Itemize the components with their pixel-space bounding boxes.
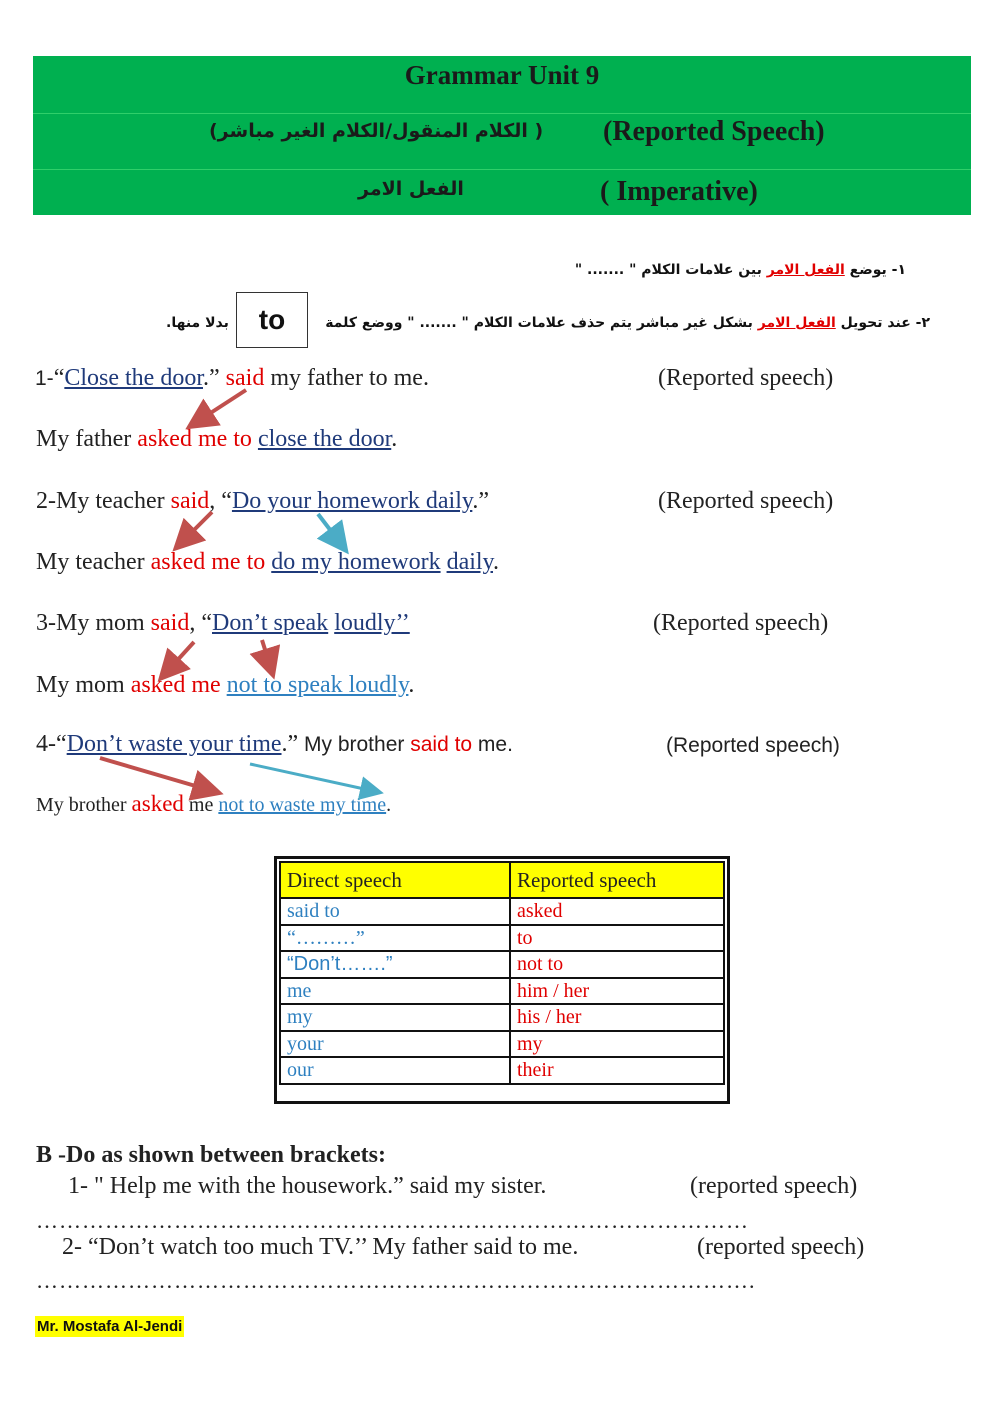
page-title: Grammar Unit 9 [404, 60, 600, 90]
table-cell-reported: not to [510, 951, 724, 978]
example-4-number: 4-“ [36, 731, 67, 757]
example-1-number: 1- [35, 367, 54, 390]
table-cell-direct: your [280, 1031, 510, 1058]
table-cell-reported: my [510, 1031, 724, 1058]
example-4-verb: not to waste my time [218, 794, 387, 816]
example-3-subject: 3-My mom [36, 610, 151, 636]
quote-close: .” [203, 365, 226, 391]
quote-close: .” [281, 731, 299, 757]
quote-open: “ [53, 365, 65, 391]
example-4-tag: (Reported speech) [666, 734, 840, 757]
table-row [280, 925, 724, 952]
arrow-6 [100, 758, 216, 792]
example-4-me: me [183, 794, 219, 816]
arrow-3 [318, 514, 344, 548]
example-2-tag: (Reported speech) [658, 488, 834, 514]
table-header-reported: Reported speech [510, 862, 724, 898]
example-1-asked: asked me to [137, 426, 252, 452]
example-3-quote-2: loudly’’ [334, 610, 410, 636]
example-2-verb: do my homework [271, 549, 441, 575]
example-1-rest: my father to me. [264, 365, 429, 391]
table-cell-direct: my [280, 1004, 510, 1031]
example-3-said: said [150, 610, 190, 636]
arrow-5 [262, 640, 272, 672]
example-1-subject: My father [36, 426, 138, 452]
example-2-rsubject: My teacher [36, 549, 151, 575]
example-4-quote: Don’t waste your time [66, 731, 282, 757]
example-4-asked: asked [131, 791, 184, 816]
arrow-1 [192, 390, 246, 425]
rule-1-highlight: الفعل الامر [766, 262, 845, 278]
table-cell-direct: me [280, 978, 510, 1005]
table-cell-reported: asked [510, 898, 724, 925]
period: . [391, 426, 398, 452]
rule-2-text: بشكل غير مباشر يتم حذف علامات الكلام " ....... " ووضع كلمة [325, 315, 758, 331]
question-2-tag: (reported speech) [697, 1234, 865, 1260]
author-signature: Mr. Mostafa Al-Jendi [37, 1318, 183, 1335]
table-header-direct: Direct speech [280, 862, 510, 898]
topic-arabic: ( الكلام المنقول/الكلام الغير مباشر) [209, 120, 544, 142]
example-4-subject: My brother [298, 733, 411, 756]
period: . [386, 794, 392, 816]
example-1-tag: (Reported speech) [658, 365, 834, 391]
subtopic-arabic: الفعل الامر [358, 178, 464, 200]
example-2-said: said [170, 488, 210, 514]
question-2: 2- “Don’t watch too much TV.’’ My father said to me. [62, 1234, 579, 1260]
rule-2-number: ٢- عند تحويل [835, 315, 930, 331]
arrow-2 [178, 512, 212, 546]
quote-open: , “ [189, 610, 212, 636]
rule-2-highlight: الفعل الامر [757, 315, 836, 331]
arrow-7 [250, 764, 378, 792]
subtopic-english: ( Imperative) [600, 176, 758, 207]
question-1-tag: (reported speech) [690, 1173, 858, 1199]
table-cell-direct: said to [280, 898, 510, 925]
period: . [408, 672, 415, 698]
section-b-title: B -Do as shown between brackets: [36, 1142, 386, 1168]
example-4-end: me. [472, 733, 513, 756]
table-row [280, 978, 724, 1005]
example-1-said: said [225, 365, 265, 391]
topic-english: (Reported Speech) [603, 116, 825, 147]
example-2-quote: Do your homework daily [231, 488, 473, 514]
table-cell-reported: him / her [510, 978, 724, 1005]
answer-line-2[interactable]: …………………………………………………………………………………. [36, 1268, 756, 1293]
rule-1-number: ١- يوضع [844, 262, 906, 278]
example-3-rsubject: My mom [36, 672, 131, 698]
example-4-rsubject: My brother [36, 794, 132, 816]
example-3-asked: asked me [130, 672, 221, 698]
rule-2-end: بدلا منها. [166, 315, 229, 331]
table-cell-direct: “Don’t…….” [280, 951, 510, 978]
example-3-verb: not to speak loudly [226, 672, 409, 698]
quote-open: , “ [209, 488, 232, 514]
example-1-verb: close the door [257, 426, 392, 452]
table-cell-direct: our [280, 1057, 510, 1084]
example-1-quote: Close the door [64, 365, 203, 391]
table-row [280, 1004, 724, 1031]
quote-close: .” [472, 488, 489, 514]
table-header-row [280, 862, 724, 898]
example-2-adverb: daily [446, 549, 493, 575]
example-2-subject: 2-My teacher [36, 488, 171, 514]
table-cell-reported: his / her [510, 1004, 724, 1031]
table-row [280, 951, 724, 978]
arrow-4 [163, 642, 194, 676]
example-2-asked: asked me to [150, 549, 266, 575]
example-3-quote: Don’t speak [212, 610, 329, 636]
rule-1-text: بين علامات الكلام " ....... " [574, 262, 767, 278]
example-4-said: said to [410, 733, 473, 756]
period: . [493, 549, 499, 575]
to-word-box: to [236, 292, 308, 348]
example-3-tag: (Reported speech) [653, 610, 829, 636]
table-cell-direct: “………” [280, 925, 510, 952]
table-row [280, 1057, 724, 1084]
table-row [280, 898, 724, 925]
table-cell-reported: their [510, 1057, 724, 1084]
table-row [280, 1031, 724, 1058]
table-cell-reported: to [510, 925, 724, 952]
answer-line-1[interactable]: ………………………………………………………………………………… [36, 1208, 749, 1233]
speech-table [279, 861, 725, 1085]
question-1: 1- " Help me with the housework.” said my sister. [68, 1173, 547, 1199]
